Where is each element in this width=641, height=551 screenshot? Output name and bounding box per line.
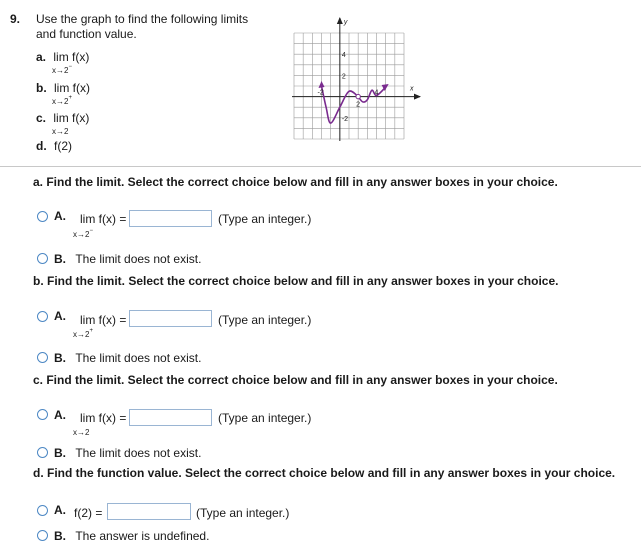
part-b [36,81,90,95]
part-c-subscript: x→2 [52,127,69,136]
part-d-label: d. [36,139,47,153]
part-c [36,111,89,125]
tick-label: 4 [341,52,346,60]
b-option-b: B. The limit does not exist. [54,351,202,365]
graph-curves [319,81,389,123]
d-option-b: B. The answer is undefined. [54,529,210,543]
c-option-b: B. The limit does not exist. [54,446,202,460]
tick-label: 2 [356,101,361,109]
radio-c-option-a[interactable] [37,409,48,420]
x-axis-arrow [414,94,421,100]
part-d-text: f(2) [54,139,73,153]
part-d [36,139,72,153]
a-option-a-subscript: x→2− [73,228,93,239]
curve-left-arrow [319,81,325,88]
question-prompt: Use the graph to find the following limits [36,12,249,26]
instruction-b: b. Find the limit. Select the correct choice below and fill in any answer boxes in your choice. [33,274,559,288]
instruction-d: d. Find the function value. Select the correct choice below and fill in any answer boxes in your choice. [33,466,616,480]
part-c-label: c. [36,111,47,125]
function-graph [292,15,422,141]
tick-label: -2 [317,89,324,97]
part-a-text: lim f(x) [53,50,90,64]
c-option-a-expr: lim f(x) = [80,411,127,425]
tick-label: 4 [374,89,379,97]
tick-label: -2 [341,115,349,123]
answer-box-c[interactable] [129,409,212,426]
b-option-a-expr: lim f(x) = [80,313,127,327]
section-divider [0,166,641,167]
radio-a-option-a[interactable] [37,211,48,222]
part-b-subscript: x→2+ [52,95,72,106]
answer-box-d[interactable] [107,503,191,520]
b-type-hint: (Type an integer.) [218,313,312,327]
d-option-a-label: A. [54,503,66,517]
d-type-hint: (Type an integer.) [196,506,290,520]
y-axis-label: y [343,19,348,26]
c-option-a-label: A. [54,408,66,422]
part-a-subscript: x→2− [52,64,72,75]
part-b-text: lim f(x) [54,81,91,95]
a-option-b: B. The limit does not exist. [54,252,202,266]
radio-d-option-b[interactable] [37,530,48,541]
question-prompt-continued: and function value. [36,27,137,41]
question-number: 9. [10,12,21,26]
part-a-label: a. [36,50,47,64]
curve-series-1 [358,87,386,102]
answer-box-b[interactable] [129,310,212,327]
radio-b-option-b[interactable] [37,352,48,363]
part-a [36,50,89,64]
open-point [356,94,360,98]
instruction-c: c. Find the limit. Select the correct choice below and fill in any answer boxes in your choice. [33,373,558,387]
radio-b-option-a[interactable] [37,311,48,322]
radio-a-option-b[interactable] [37,253,48,264]
instruction-a: a. Find the limit. Select the correct choice below and fill in any answer boxes in your choice. [33,175,558,189]
a-type-hint: (Type an integer.) [218,212,312,226]
x-axis-label: x [410,85,414,93]
b-option-a-subscript: x→2+ [73,328,93,339]
c-type-hint: (Type an integer.) [218,411,312,425]
a-option-a-label: A. [54,209,66,223]
c-option-a-subscript: x→2 [73,428,90,437]
answer-box-a[interactable] [129,210,212,227]
tick-label: 2 [341,73,346,81]
d-option-a-expr: f(2) = [74,506,103,520]
graph-axes [292,17,421,141]
radio-c-option-b[interactable] [37,447,48,458]
a-option-a-expr: lim f(x) = [80,212,127,226]
y-axis-arrow [337,17,343,24]
part-c-text: lim f(x) [53,111,90,125]
b-option-a-label: A. [54,309,66,323]
part-b-label: b. [36,81,47,95]
radio-d-option-a[interactable] [37,505,48,516]
